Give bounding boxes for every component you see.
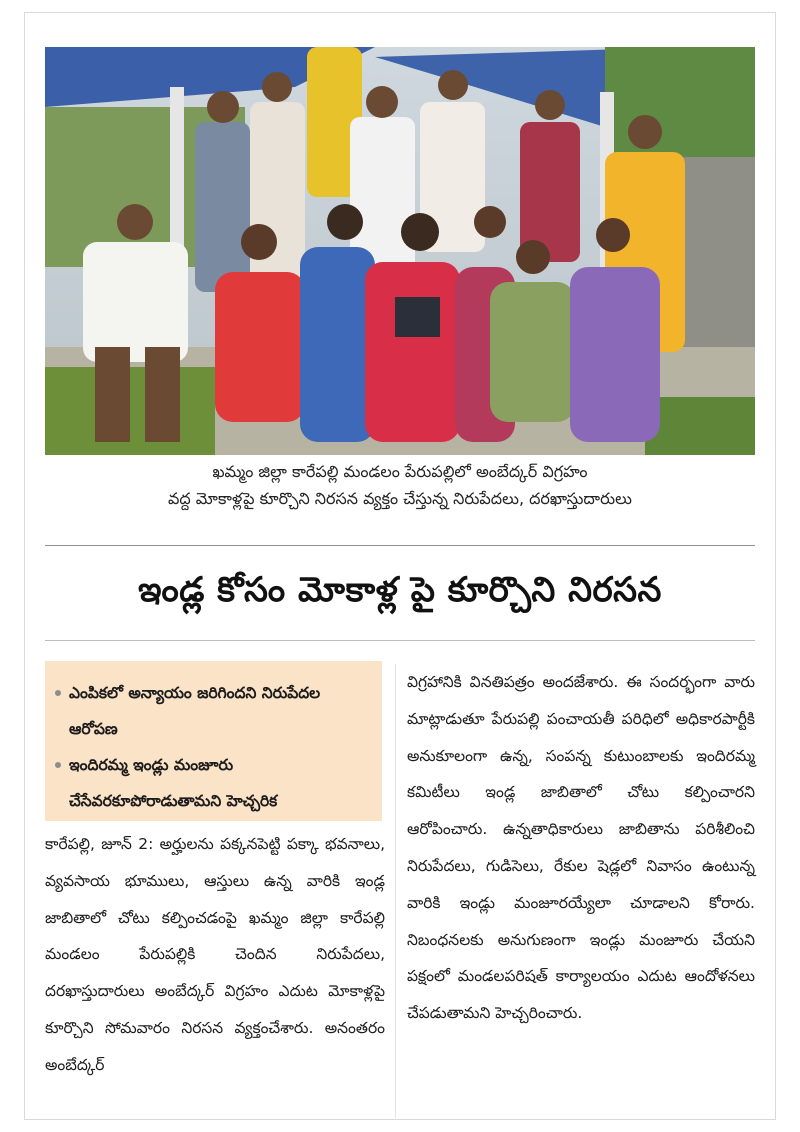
caption-line: ఖమ్మం జిల్లా కారేపల్లి మండలం పేరుపల్లిలో అంబేద్కర్ విగ్రహం <box>212 462 588 481</box>
column-divider <box>395 664 396 1120</box>
highlight-item <box>55 675 374 747</box>
highlight-text: ఎంపికలో అన్యాయం జరిగిందని నిరుపేదల ఆరోపణ <box>69 684 321 738</box>
caption-line: వద్ద మోకాళ్లపై కూర్చొని నిరసన వ్యక్తం చేస్తున్న నిరుపేదలు, దరఖాస్తుదారులు <box>168 489 632 508</box>
news-photo <box>45 47 755 455</box>
headline: ఇండ్ల కోసం మోకాళ్ల పై కూర్చొని నిరసన <box>138 570 662 610</box>
highlight-text: ఇందిరమ్మ ఇండ్లు మంజూరు చేసేవరకూపోరాడుతామని హెచ్చరిక <box>69 756 278 810</box>
bullet-icon <box>55 690 61 696</box>
photo-caption <box>45 458 755 512</box>
article-body-right: విగ్రహానికి వినతిపత్రం అందజేశారు. ఈ సందర్భంగా వారు మాట్లాడుతూ పేరుపల్లి పంచాయతీ పరిధిలో అధికారపార్టీకి అనుకూలంగా ఉన్న, సంపన్న కుటుంబాలకు ఇందిరమ్మ కమిటీలు ఇండ్ల జాబితాలో చోటు కల్పించారని ఆరోపించారు. ఉన్నతాధికారులు జాబితాను పరిశీలించి నిరుపేదలు, గుడిసెలు, రేకుల షెడ్లలో నివాసం ఉంటున్న వారికి ఇండ్లు మంజూరయ్యేలా చూడాలని కోరారు. నిబంధనలకు అనుగుణంగా ఇండ్లు మంజూరు చేయని పక్షంలో మండలపరిషత్ కార్యాలయం ఎదుట ఆందోళనలు చేపడుతామని హెచ్చరించారు. <box>407 673 755 1023</box>
bullet-icon <box>55 762 61 768</box>
divider <box>45 640 755 641</box>
highlight-item <box>55 747 374 819</box>
divider <box>45 545 755 546</box>
highlights-box <box>45 661 382 821</box>
article-body-left: కారేపల్లి, జూన్ 2: అర్హులను పక్కనపెట్టి పక్కా భవనాలు, వ్యవసాయ భూములు, ఆస్తులు ఉన్న వారికి ఇండ్ల జాబితాలో చోటు కల్పించడంపై ఖమ్మం జిల్లా కారేపల్లి మండలం పేరుపల్లికి చెందిన నిరుపేదలు, దరఖాస్తుదారులు అంబేద్కర్ విగ్రహం ఎదుట మోకాళ్లపై కూర్చొని సోమవారం నిరసన వ్యక్తంచేశారు. అనంతరం అంబేద్కర్ <box>45 835 385 1074</box>
